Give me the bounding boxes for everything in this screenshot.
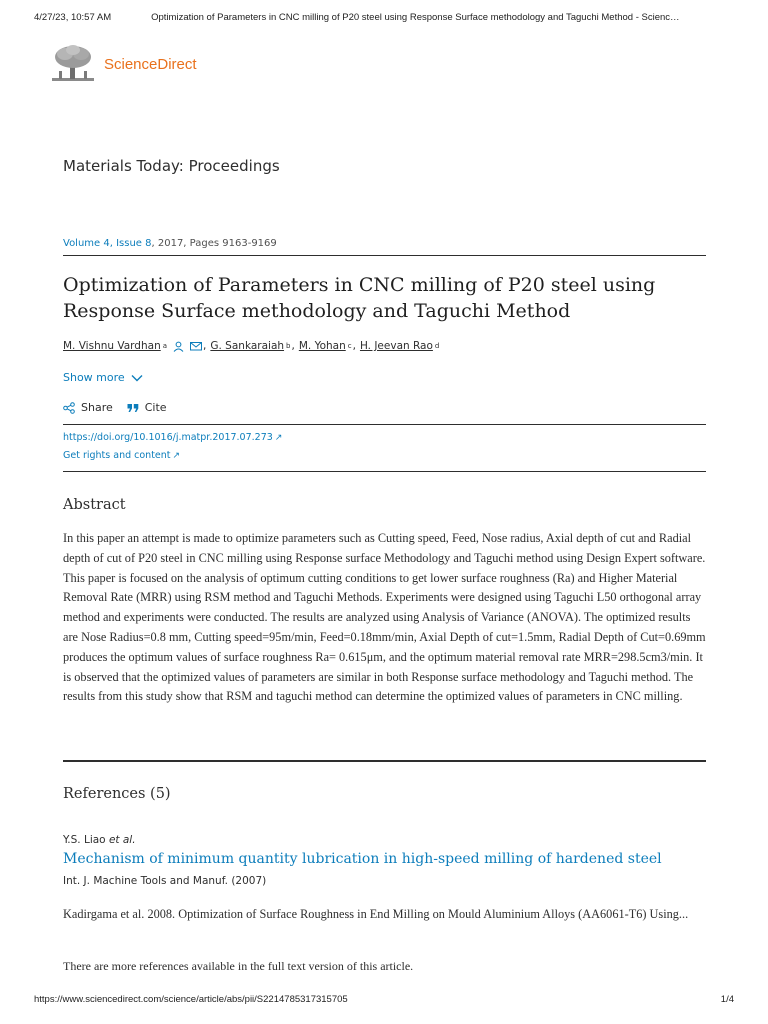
share-label: Share <box>81 401 113 414</box>
volume-issue-link[interactable]: Volume 4, Issue 8 <box>63 238 152 249</box>
reference-title-link[interactable]: Mechanism of minimum quantity lubrication in high-speed milling of hardened steel <box>63 851 662 867</box>
print-timestamp: 4/27/23, 10:57 AM <box>34 12 112 23</box>
external-link-icon: ↗ <box>274 433 283 443</box>
external-link-icon: ↗ <box>172 451 181 461</box>
divider <box>63 760 706 762</box>
article-title: Optimization of Parameters in CNC milling of P20 steel using Response Surface methodology and Taguchi Method <box>63 274 656 322</box>
author-list <box>63 340 439 352</box>
author-link[interactable]: H. Jeevan Rao <box>359 340 433 352</box>
email-icon[interactable] <box>190 341 202 351</box>
reference-item: Kadirgama et al. 2008. Optimization of Surface Roughness in End Milling on Mould Aluminium Alloys (AA6061-T6) Using... <box>63 907 689 921</box>
share-button[interactable] <box>63 401 113 414</box>
print-footer <box>34 994 734 1005</box>
share-icon <box>63 402 75 414</box>
print-page-title: Optimization of Parameters in CNC milling of P20 steel using Response Surface methodology and Taguchi Method - Scienc… <box>151 12 680 23</box>
brand-name: ScienceDirect <box>104 55 197 73</box>
print-header <box>34 12 734 23</box>
journal-title[interactable]: Materials Today: Proceedings <box>63 157 280 175</box>
divider <box>63 255 706 256</box>
reference-source: Int. J. Machine Tools and Manuf. (2007) <box>63 875 267 887</box>
volume-pages: , 2017, Pages 9163-9169 <box>151 238 277 249</box>
volume-info <box>63 238 277 249</box>
show-more-label: Show more <box>63 371 125 384</box>
print-page-number: 1/4 <box>720 994 734 1005</box>
cite-label: Cite <box>144 401 167 414</box>
author-separator: , <box>291 340 295 352</box>
author-separator: , <box>352 340 356 352</box>
author-affiliation: c <box>347 342 352 350</box>
elsevier-tree-icon <box>50 44 96 84</box>
author-link[interactable]: M. Vishnu Vardhan <box>63 340 161 352</box>
doi-text: https://doi.org/10.1016/j.matpr.2017.07.273 <box>63 432 273 443</box>
sciencedirect-logo[interactable] <box>50 44 197 84</box>
divider <box>63 471 706 472</box>
article-actions <box>63 401 181 414</box>
print-url: https://www.sciencedirect.com/science/article/abs/pii/S2214785317315705 <box>34 994 348 1005</box>
author-link[interactable]: G. Sankaraiah <box>210 340 285 352</box>
rights-text: Get rights and content <box>63 450 171 461</box>
divider <box>63 424 706 425</box>
show-more-button[interactable] <box>63 371 143 384</box>
reference-et-al: et al. <box>108 834 136 846</box>
author-affiliation: a <box>162 342 168 350</box>
abstract-heading: Abstract <box>63 497 126 513</box>
quote-icon <box>127 403 139 413</box>
chevron-down-icon <box>131 374 143 382</box>
more-references-note: There are more references available in the full text version of this article. <box>63 959 414 973</box>
reference-author: Y.S. Liao <box>63 834 106 846</box>
author-separator: , <box>203 340 207 352</box>
references-heading: References (5) <box>63 786 171 802</box>
author-affiliation: d <box>434 342 440 350</box>
rights-link[interactable] <box>63 450 180 461</box>
abstract-text: In this paper an attempt is made to optimize parameters such as Cutting speed, Feed, Nose radius, Axial depth of cut and Radial depth of cut of P20 steel in CNC milling using Response surface Methodology and Taguchi method using Design Expert software. This paper is focused on the analysis of optimum cutting conditions to get lower surface roughness (Ra) and Higher Material Removal Rate (MRR) using RSM method and Taguchi Methods. Experiments were designed using Taguchi L50 orthogonal array method and experiments were conducted. The results are analyzed using Analysis of Variance (ANOVA). The optimized results are Nose Radius=0.8 mm, Cutting speed=95m/min, Feed=0.18mm/min, Axial Depth of cut=1.5mm, Radial Depth of Cut=0.69mm produces the optimum values of surface roughness Ra= 0.615μm, and the optimum material removal rate MRR=298.5cm3/min. It is observed that the optimized values of parameters are similar in both Response surface methodology and Taguchi method. The results from this study show that RSM and taguchi method can determine the optimized values of parameters in CNC milling. <box>63 531 706 704</box>
doi-link[interactable] <box>63 432 282 443</box>
cite-button[interactable] <box>127 401 167 414</box>
reference-authors <box>63 834 136 846</box>
person-icon[interactable] <box>173 341 184 352</box>
author-link[interactable]: M. Yohan <box>298 340 346 352</box>
author-affiliation: b <box>286 342 291 350</box>
